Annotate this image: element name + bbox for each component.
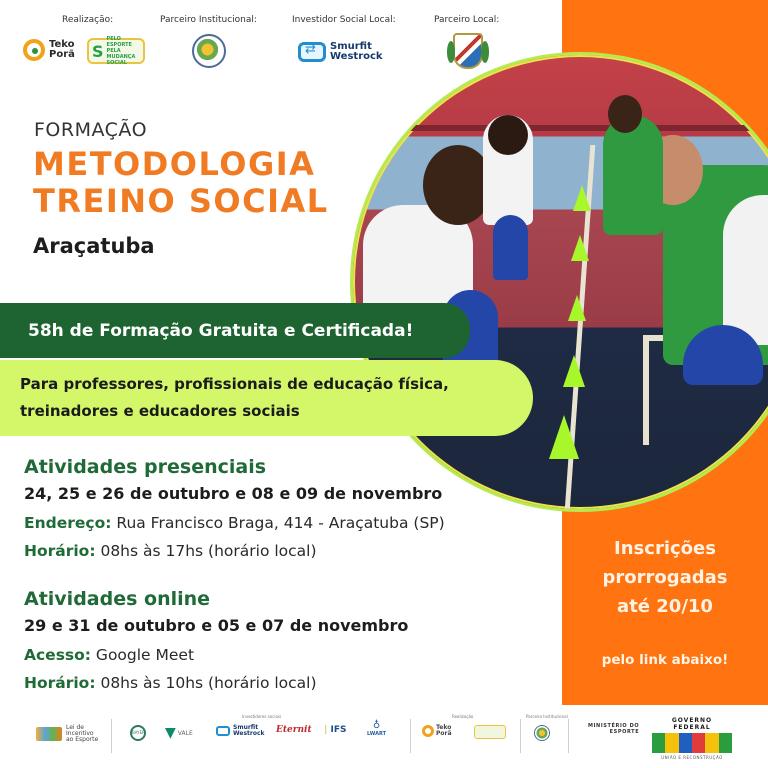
footer-bayer — [130, 725, 146, 741]
page-title — [33, 146, 329, 220]
title-line-2: TREINO SOCIAL — [33, 182, 329, 220]
presencial-dates: 24, 25 e 26 de outubro e 08 e 09 de novembro — [24, 484, 443, 503]
esporte-s-icon: S — [92, 41, 104, 61]
label-realizacao: Realização: — [62, 15, 114, 25]
footer-divider — [111, 719, 112, 753]
footer-parceiro-label: Parceiro Institucional — [526, 714, 568, 719]
footer-esporte-badge — [474, 725, 506, 739]
footer-eternit: Eternit — [276, 725, 312, 735]
label-parceiro-local: Parceiro Local: — [434, 15, 500, 25]
registration-line-1: Inscrições — [614, 538, 716, 559]
footer-ministerio-esporte: MINISTÉRIO DO ESPORTE — [588, 723, 640, 735]
esporte-badge-text: PELO ESPORTE PELA MUDANÇA SOCIAL — [106, 36, 136, 66]
governo-federal-label: GOVERNO FEDERAL — [671, 717, 713, 731]
uniao-reconstrucao-label: UNIÃO E RECONSTRUÇÃO — [661, 755, 723, 760]
audience-line-2: treinadores e educadores sociais — [20, 402, 300, 420]
time-value: 08hs às 17hs (horário local) — [95, 542, 317, 560]
registration-line-3: até 20/10 — [617, 596, 713, 617]
logo-smurfit-westrock — [298, 42, 383, 62]
footer-divider — [520, 719, 521, 753]
participant — [603, 115, 663, 235]
cone-icon — [563, 355, 585, 387]
aracatuba-crest-icon — [453, 33, 483, 69]
footer-smurfit: Smurfit Westrock — [216, 725, 265, 737]
cone-icon — [549, 415, 579, 459]
highlight-banner — [0, 303, 470, 358]
footer-governo-federal-brasil — [652, 717, 732, 760]
logo-teko-pora — [23, 39, 75, 61]
title-line-1: METODOLOGIA — [33, 145, 316, 183]
footer-divider — [410, 719, 411, 753]
footer-ifs: ❘ IFS — [322, 725, 347, 735]
label-parceiro-institucional: Parceiro Institucional: — [160, 15, 257, 25]
footer-lwart: ♁ LWART — [367, 720, 386, 737]
section-online — [24, 587, 408, 697]
presencial-address — [24, 509, 445, 537]
online-time — [24, 669, 408, 697]
treino-social-seal-icon — [192, 34, 226, 68]
access-label: Acesso: — [24, 646, 91, 664]
footer-treino-social — [534, 725, 550, 741]
teko-pora-line2: Porã — [49, 49, 75, 60]
online-dates: 29 e 31 de outubro e 05 e 07 de novembro — [24, 616, 409, 635]
footer-realizacao-label: Realização — [452, 714, 474, 719]
brasil-wordmark-icon — [652, 733, 732, 753]
title-kicker: FORMAÇÃO — [34, 119, 148, 141]
online-access — [24, 641, 408, 669]
time-label: Horário: — [24, 542, 96, 560]
teko-pora-icon — [23, 39, 45, 61]
teko-pora-icon — [422, 725, 434, 737]
teko-pora-line1: Teko — [49, 39, 75, 50]
audience-banner — [0, 360, 533, 436]
registration-line-2: prorrogadas — [602, 567, 728, 588]
city-name: Araçatuba — [33, 234, 155, 258]
highlight-text: 58h de Formação Gratuita e Certificada! — [28, 320, 414, 341]
section-presencial — [24, 455, 445, 565]
ifs-icon: ❘ — [322, 725, 330, 735]
footer-lei-incentivo: Lei de Incentivo ao Esporte — [36, 725, 100, 743]
presencial-title: Atividades presenciais — [24, 456, 267, 478]
smurfit-westrock-icon — [298, 42, 326, 62]
logo-treino-social — [192, 34, 226, 68]
cone-icon — [571, 235, 589, 261]
participant-head — [608, 95, 642, 133]
participant-head — [488, 115, 528, 155]
online-title: Atividades online — [24, 588, 211, 610]
gym-wall-stripe — [353, 125, 768, 131]
smurfit-line2: Westrock — [330, 51, 383, 62]
address-value: Rua Francisco Braga, 414 - Araçatuba (SP) — [111, 514, 445, 532]
presencial-time — [24, 537, 445, 565]
time-label: Horário: — [24, 674, 96, 692]
time-value: 08hs às 10hs (horário local) — [95, 674, 317, 692]
cone-icon — [573, 185, 591, 211]
audience-line-1: Para professores, profissionais de educação física, — [20, 375, 449, 393]
footer-teko-pora: Teko Porã — [422, 725, 452, 737]
smurfit-icon — [216, 726, 230, 736]
smurfit-line1: Smurfit — [330, 41, 372, 52]
vale-v-icon: ▼ — [165, 725, 176, 741]
lei-incentivo-icon — [36, 727, 62, 741]
lwart-icon: ♁ — [372, 720, 381, 731]
address-label: Endereço: — [24, 514, 112, 532]
training-photo — [350, 52, 768, 512]
participant — [723, 195, 768, 345]
cone-icon — [568, 295, 586, 321]
logo-esporte-mudanca-social — [87, 38, 145, 64]
registration-deadline — [562, 534, 768, 621]
participant — [493, 215, 528, 280]
treino-social-icon — [534, 725, 550, 741]
footer-investidores-label: Investidores sociais — [242, 714, 282, 719]
access-value: Google Meet — [91, 646, 195, 664]
esporte-badge-icon — [474, 725, 506, 739]
footer-divider — [568, 719, 569, 753]
logo-aracatuba-crest — [453, 33, 483, 69]
registration-link-note: pelo link abaixo! — [601, 652, 729, 668]
footer-vale: ▼ VALE — [165, 725, 193, 741]
label-investidor-social-local: Investidor Social Local: — [292, 15, 396, 25]
bayer-icon: BAYER — [130, 725, 146, 741]
